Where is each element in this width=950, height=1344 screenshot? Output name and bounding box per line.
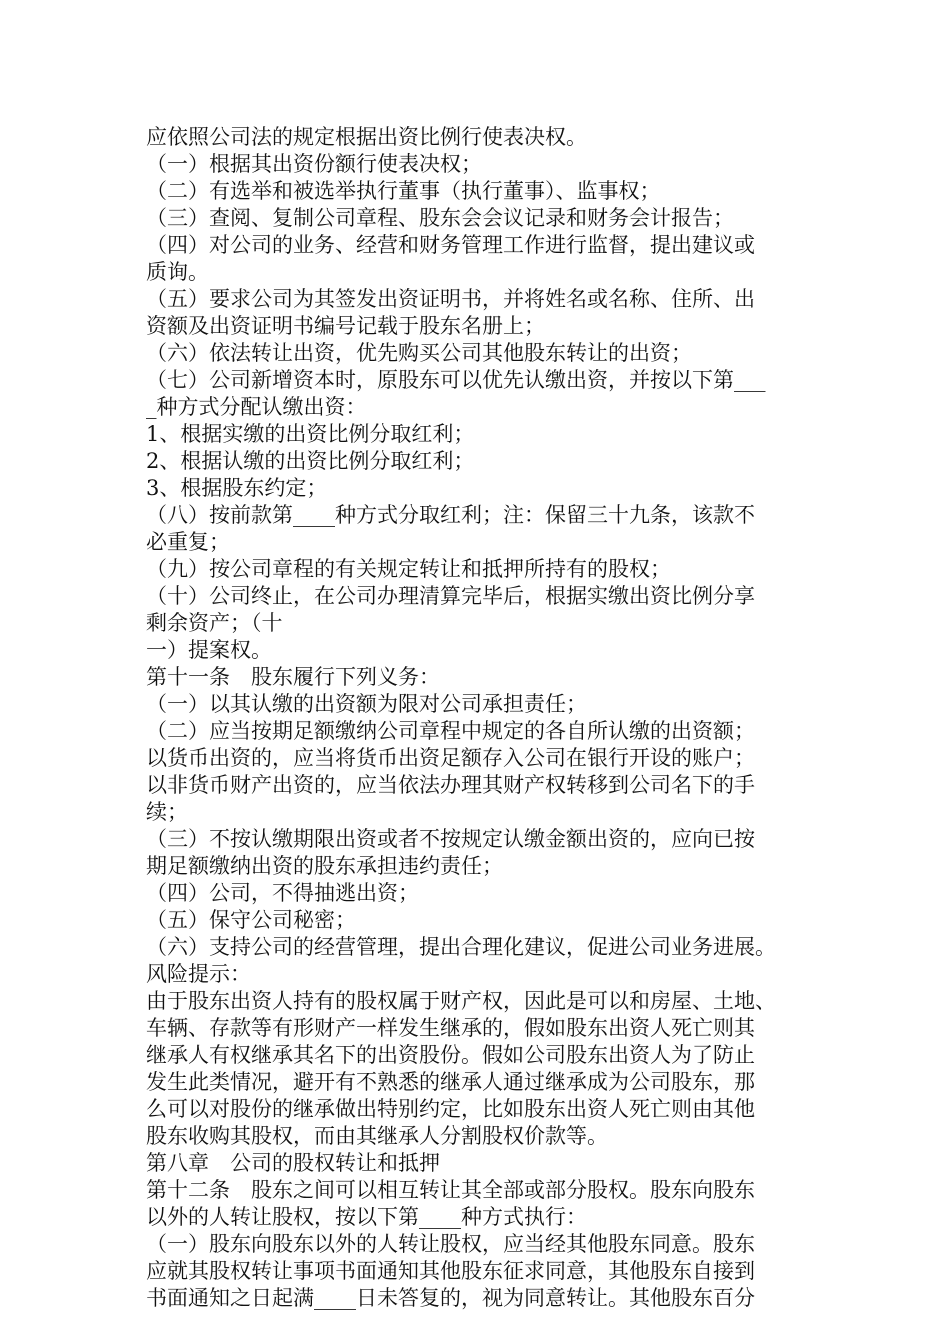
section-heading: 第十一条 股东履行下列义务： (146, 665, 440, 689)
risk-tip-heading: 风险提示： (146, 962, 251, 986)
text-line: 由于股东出资人持有的股权属于财产权，因此是可以和房屋、土地、 (146, 989, 776, 1013)
text-line: 期足额缴纳出资的股东承担违约责任； (146, 854, 503, 878)
text-line: 以货币出资的，应当将货币出资足额存入公司在银行开设的账户； (146, 746, 755, 770)
text-line: 以外的人转让股权，按以下第____种方式执行： (146, 1205, 587, 1229)
text-line: 2、根据认缴的出资比例分取红利； (146, 449, 475, 473)
text-line: （六）支持公司的经营管理，提出合理化建议，促进公司业务进展。 (146, 935, 776, 959)
text-line: 剩余资产；（十 (146, 611, 283, 635)
text-line: 一）提案权。 (146, 638, 272, 662)
text-line: 车辆、存款等有形财产一样发生继承的，假如股东出资人死亡则其 (146, 1016, 755, 1040)
chapter-heading: 第八章 公司的股权转让和抵押 (146, 1151, 440, 1175)
text-line: （六）依法转让出资，优先购买公司其他股东转让的出资； (146, 341, 692, 365)
text-line: （二）有选举和被选举执行董事（执行董事）、监事权； (146, 179, 661, 203)
text-line: 股东收购其股权，而由其继承人分割股权价款等。 (146, 1124, 608, 1148)
text-line: （五）要求公司为其签发出资证明书，并将姓名或名称、住所、出 (146, 287, 755, 311)
document-body (146, 124, 826, 1312)
text-line: 发生此类情况，避开有不熟悉的继承人通过继承成为公司股东，那 (146, 1070, 755, 1094)
text-line: （二）应当按期足额缴纳公司章程中规定的各自所认缴的出资额； (146, 719, 755, 743)
text-line: （四）对公司的业务、经营和财务管理工作进行监督，提出建议或 (146, 233, 755, 257)
text-line: （十）公司终止，在公司办理清算完毕后，根据实缴出资比例分享 (146, 584, 755, 608)
text-line: _种方式分配认缴出资： (146, 395, 367, 419)
text-line: （一）以其认缴的出资额为限对公司承担责任； (146, 692, 587, 716)
text-line: 书面通知之日起满____日未答复的，视为同意转让。其他股东百分 (146, 1286, 755, 1310)
text-line: （八）按前款第____种方式分取红利；注：保留三十九条，该款不 (146, 503, 755, 527)
text-line: 续； (146, 800, 188, 824)
text-line: （一）股东向股东以外的人转让股权，应当经其他股东同意。股东 (146, 1232, 755, 1256)
section-heading: 第十二条 股东之间可以相互转让其全部或部分股权。股东向股东 (146, 1178, 755, 1202)
text-line: 应就其股权转让事项书面通知其他股东征求同意，其他股东自接到 (146, 1259, 755, 1283)
text-line: 必重复； (146, 530, 230, 554)
text-line: 应依照公司法的规定根据出资比例行使表决权。 (146, 125, 587, 149)
text-line: 1、根据实缴的出资比例分取红利； (146, 422, 475, 446)
text-line: 么可以对股份的继承做出特别约定，比如股东出资人死亡则由其他 (146, 1097, 755, 1121)
text-line: （七）公司新增资本时，原股东可以优先认缴出资，并按以下第___ (146, 368, 766, 392)
text-line: （九）按公司章程的有关规定转让和抵押所持有的股权； (146, 557, 671, 581)
text-line: （三）查阅、复制公司章程、股东会会议记录和财务会计报告； (146, 206, 734, 230)
text-line: 资额及出资证明书编号记载于股东名册上； (146, 314, 545, 338)
text-line: 质询。 (146, 260, 209, 284)
text-line: 3、根据股东约定； (146, 476, 328, 500)
text-line: （五）保守公司秘密； (146, 908, 356, 932)
text-line: （一）根据其出资份额行使表决权； (146, 152, 482, 176)
text-line: （三）不按认缴期限出资或者不按规定认缴金额出资的，应向已按 (146, 827, 755, 851)
text-line: （四）公司，不得抽逃出资； (146, 881, 419, 905)
text-line: 以非货币财产出资的，应当依法办理其财产权转移到公司名下的手 (146, 773, 755, 797)
text-line: 继承人有权继承其名下的出资股份。假如公司股东出资人为了防止 (146, 1043, 755, 1067)
